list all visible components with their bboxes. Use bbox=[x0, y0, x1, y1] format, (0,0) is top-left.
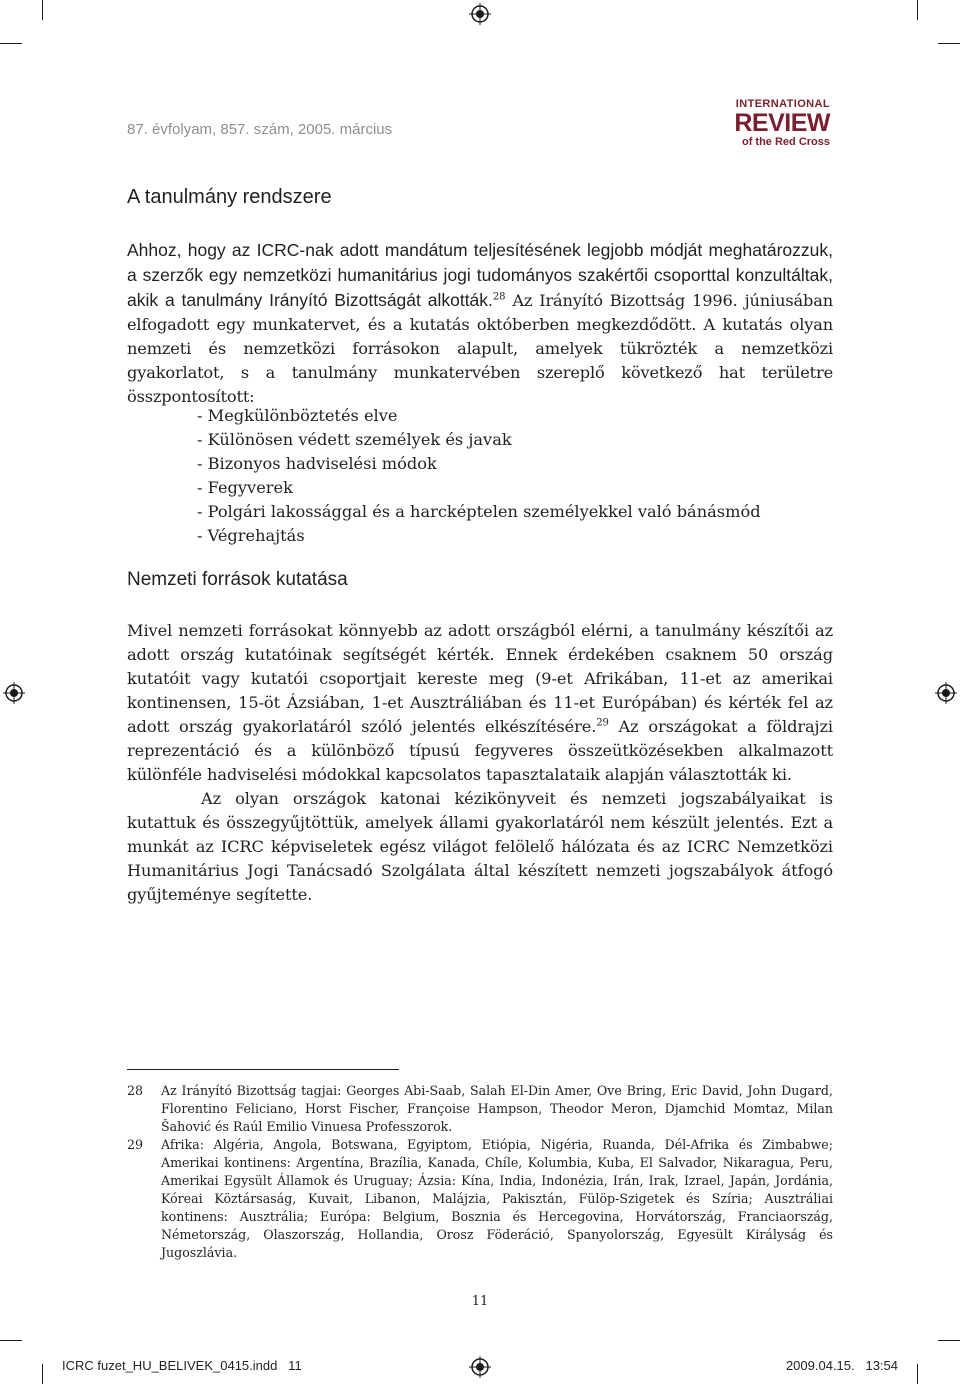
footnote-ref[interactable]: 29 bbox=[596, 717, 609, 729]
paragraph-text: Az Irányító Bizottság 1996. júniusában elfogadott egy munkatervet, és a kutatás októberben megkezdődött. A kutatás olyan nemzeti és nemzetközi forrásokon alapult, amelyek tükrözték a nemzetközi gyakorlatot, s a tanulmány munkatervében szereplő következő hat területre összpontosított: bbox=[127, 291, 833, 406]
list-item: - Fegyverek bbox=[197, 478, 293, 497]
print-slug-file: ICRC fuzet_HU_BELIVEK_0415.indd 11 bbox=[62, 1358, 302, 1373]
paragraph-text: Ahhoz, hogy az ICRC-nak adott mandátum teljesítésének legjobb módját meghatározzuk, a szerzők egy nemzetközi humanitárius jogi tudományos szakértői csoporttal konzultáltak, akik a tanulmány Irányító Bizottságát alkották. bbox=[127, 240, 833, 310]
issue-header: 87. évfolyam, 857. szám, 2005. március bbox=[127, 121, 393, 138]
list-item: - Végrehajtás bbox=[197, 526, 305, 545]
topic-list bbox=[197, 404, 761, 548]
body-paragraph bbox=[127, 238, 833, 409]
body-paragraph: Az olyan országok katonai kézikönyveit és nemzeti jogszabályaikat is kutattuk és összegyűjtöttük, amelyek állami gyakorlatáról nem készült jelentés. Ezt a munkát az ICRC képviseletek egész világot felölelő hálózata és az ICRC Nemzetközi Humanitárius Jogi Tanácsadó Szolgálata által készített nemzeti jogszabályok átfogó gyűjteménye segítette. bbox=[127, 789, 833, 904]
registration-mark-icon bbox=[935, 682, 957, 704]
footnote bbox=[127, 1082, 833, 1136]
section-title: Nemzeti források kutatása bbox=[127, 569, 348, 590]
footnote-ref[interactable]: 28 bbox=[492, 291, 506, 303]
paragraph-text: Az országokat a földrajzi reprezentáció és a különböző típusú fegyveres összeütközésekben alkalmazott különféle hadviselési módokkal kapcsolatos tapasztalataik alapján választották ki. bbox=[127, 717, 833, 784]
footnote-rule bbox=[127, 1069, 399, 1070]
crop-mark bbox=[0, 43, 22, 44]
list-item: - Megkülönböztetés elve bbox=[197, 406, 398, 425]
page-number: 11 bbox=[471, 1294, 489, 1309]
footnote bbox=[127, 1136, 833, 1262]
logo-line-review: REVIEW bbox=[734, 109, 830, 137]
crop-mark bbox=[42, 0, 43, 20]
registration-mark-icon bbox=[469, 3, 491, 25]
crop-mark bbox=[917, 0, 918, 20]
footnote-number: 28 bbox=[127, 1083, 144, 1098]
crop-mark bbox=[938, 43, 960, 44]
print-slug-date: 2009.04.15. 13:54 bbox=[785, 1358, 898, 1373]
logo-line-red-cross: of the Red Cross bbox=[741, 136, 830, 148]
body-paragraph bbox=[127, 619, 833, 787]
footnote-number: 29 bbox=[127, 1137, 144, 1152]
paragraph-text: Mivel nemzeti forrásokat könnyebb az adott országból elérni, a tanulmány készítői az adott ország kutatóinak segítségét kérték. Ennek érdekében csaknem 50 ország kutatóit vagy kutatói csoportjait kereste meg (9-et Afrikában, 11-et az amerikai kontinensen, 15-öt Ázsiában, 1-et Ausztráliában és 11-et Európában) és kérték fel az adott ország gyakorlatáról szóló jelentés elkészítésére. bbox=[127, 621, 833, 736]
registration-mark-icon bbox=[469, 1356, 491, 1378]
list-item: - Polgári lakossággal és a harcképtelen személyekkel való bánásmód bbox=[197, 502, 761, 521]
section-title: A tanulmány rendszere bbox=[127, 186, 332, 208]
journal-logo bbox=[734, 99, 830, 148]
list-item: - Különösen védett személyek és javak bbox=[197, 430, 512, 449]
footnote-text: Afrika: Algéria, Angola, Botswana, Egyiptom, Etiópia, Nigéria, Ruanda, Dél-Afrika és Zimbabwe; Amerikai kontinens: Argentína, Brazília, Kanada, Chíle, Kolumbia, Kuba, El Salvador, Nikaragua, Peru, Amerikai Egysült Államok és Uruguay; Ázsia: Kína, India, Indonézia, Irán, Irak, Izrael, Japán, Jordánia, Kóreai Köztársaság, Kuvait, Libanon, Malájzia, Pakisztán, Fülöp-Szigetek és Szíria; Ausztráliai kontinens: Ausztrália; Európa: Belgium, Bosznia és Hercegovina, Horvátország, Franciaország, Németország, Olaszország, Hollandia, Orosz Föderáció, Spanyolország, Egyesült Királyság és Jugoszlávia. bbox=[161, 1137, 833, 1260]
logo-line-international: INTERNATIONAL bbox=[735, 98, 830, 110]
registration-mark-icon bbox=[3, 682, 25, 704]
crop-mark bbox=[0, 1340, 22, 1341]
crop-mark bbox=[42, 1364, 43, 1384]
footnote-text: Az Irányító Bizottság tagjai: Georges Abi-Saab, Salah El-Din Amer, Ove Bring, Eric David, John Dugard, Florentino Feliciano, Horst Fischer, Françoise Hampson, Theodor Meron, Djamchid Momtaz, Milan Šahović és Raúl Emilio Vinuesa Professzorok. bbox=[161, 1083, 833, 1134]
crop-mark bbox=[917, 1364, 918, 1384]
crop-mark bbox=[938, 1340, 960, 1341]
list-item: - Bizonyos hadviselési módok bbox=[197, 454, 437, 473]
